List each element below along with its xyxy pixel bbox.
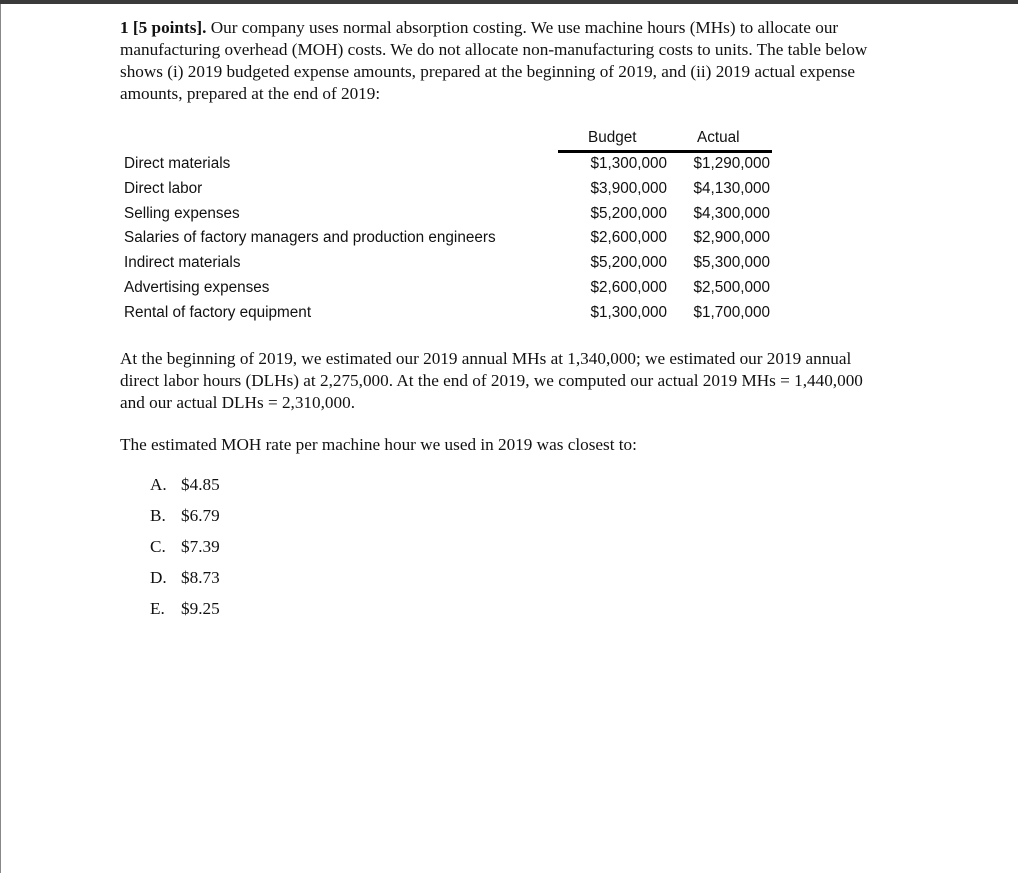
option-value: $8.73 (181, 568, 220, 587)
header-actual: Actual (697, 129, 740, 146)
question-number: 1 (120, 18, 129, 37)
page-left-edge (0, 4, 1, 873)
intro-line-2: manufacturing overhead (MOH) costs. We do not allocate non-manufacturing costs to units. The table below (120, 40, 868, 59)
row-label: Rental of factory equipment (124, 303, 312, 321)
option-value: $6.79 (181, 506, 220, 525)
row-budget: $2,600,000 (590, 229, 667, 247)
row-actual: $1,700,000 (693, 303, 770, 321)
row-budget: $5,200,000 (590, 204, 667, 222)
row-actual: $5,300,000 (693, 254, 770, 272)
intro-line-1 (120, 17, 838, 39)
row-label: Salaries of factory managers and production engineers (124, 229, 496, 247)
row-actual: $2,900,000 (693, 229, 770, 247)
info-line-2: direct labor hours (DLHs) at 2,275,000. At the end of 2019, we computed our actual 2019 MHs = 1,440,000 (120, 371, 863, 390)
option-value: $7.39 (181, 537, 220, 556)
option-value: $9.25 (181, 599, 220, 618)
row-actual: $4,130,000 (693, 179, 770, 197)
question-points: [5 points]. (132, 18, 207, 37)
option-letter: B. (150, 506, 166, 525)
row-budget: $2,600,000 (590, 279, 667, 296)
option-letter: A. (150, 475, 167, 494)
top-border (0, 0, 1018, 4)
row-budget: $3,900,000 (590, 179, 667, 197)
info-line-1: At the beginning of 2019, we estimated our 2019 annual MHs at 1,340,000; we estimated our 2019 annual (120, 349, 852, 368)
row-actual: $4,300,000 (693, 204, 770, 222)
row-actual: $1,290,000 (693, 155, 770, 172)
row-budget: $5,200,000 (590, 254, 667, 272)
row-budget: $1,300,000 (590, 303, 667, 321)
intro-line-3: shows (i) 2019 budgeted expense amounts, prepared at the beginning of 2019, and (ii) 2019 actual expense (120, 62, 856, 81)
option-letter: C. (150, 537, 166, 556)
info-line-3: and our actual DLHs = 2,310,000. (120, 393, 355, 412)
row-budget: $1,300,000 (590, 155, 667, 172)
row-label: Direct labor (124, 179, 203, 197)
row-label: Direct materials (124, 155, 231, 172)
header-rule (558, 150, 772, 153)
row-label: Selling expenses (124, 204, 240, 222)
row-actual: $2,500,000 (693, 279, 770, 296)
question-prompt: The estimated MOH rate per machine hour we used in 2019 was closest to: (120, 435, 637, 454)
row-label: Indirect materials (124, 254, 241, 272)
intro-text: Our company uses normal absorption costing. We use machine hours (MHs) to allocate our (206, 18, 839, 37)
option-value: $4.85 (181, 475, 220, 494)
intro-line-4: amounts, prepared at the end of 2019: (120, 84, 381, 103)
option-letter: E. (150, 599, 165, 618)
header-budget: Budget (588, 129, 637, 146)
row-label: Advertising expenses (124, 279, 270, 296)
option-letter: D. (150, 568, 167, 587)
